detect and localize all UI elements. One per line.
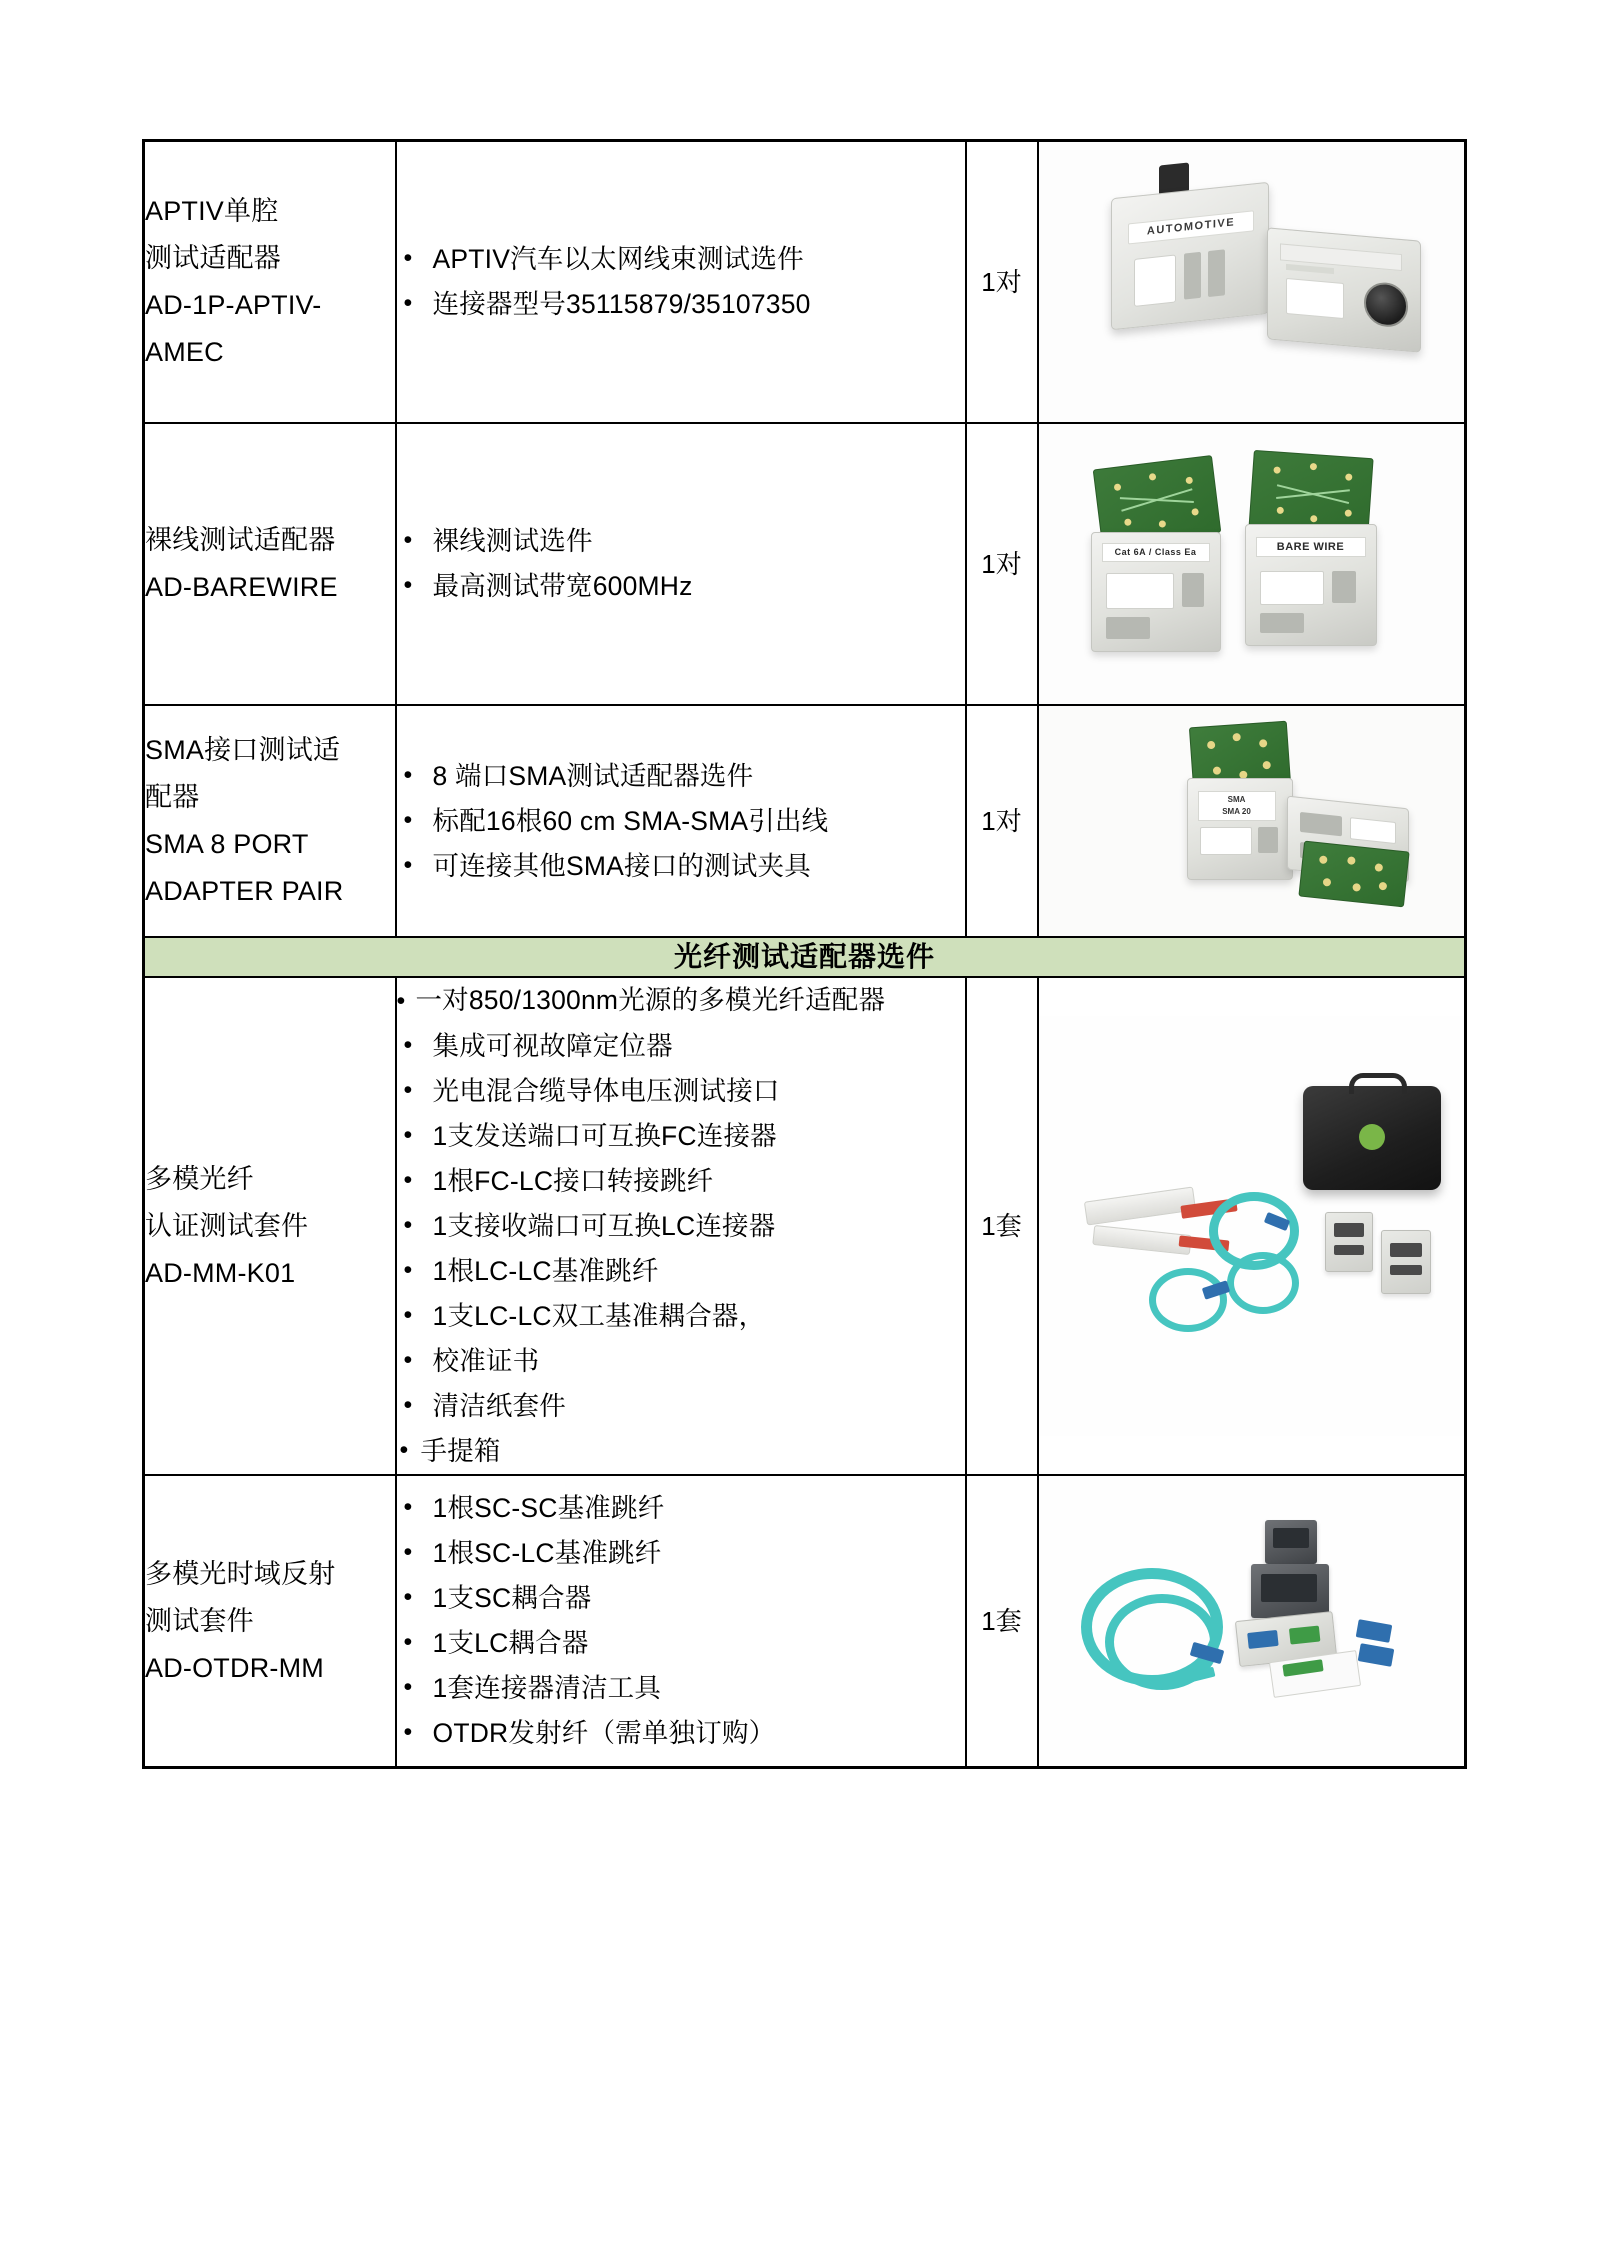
quantity-value: 1对 xyxy=(981,267,1022,297)
feature-item: • 1支接收端口可互换LC连接器 xyxy=(397,1204,965,1249)
quantity-cell-barewire xyxy=(966,423,1038,705)
feature-item: • 1套连接器清洁工具 xyxy=(397,1666,965,1711)
feature-item: • 一对850/1300nm光源的多模光纤适配器 xyxy=(397,978,965,1024)
product-photo-aptiv xyxy=(1039,142,1465,422)
product-photo-barewire xyxy=(1039,424,1465,704)
quantity-cell-sma xyxy=(966,705,1038,937)
product-image-cell-sma xyxy=(1038,705,1466,937)
feature-item: • 8 端口SMA测试适配器选件 xyxy=(397,754,965,799)
fiber-patch-cord-shape xyxy=(1227,1252,1299,1314)
sc-coupler-shape xyxy=(1355,1619,1392,1643)
dial-knob-shape xyxy=(1364,281,1408,329)
fiber-adapter-module-shape xyxy=(1381,1230,1431,1294)
feature-item: • 1根SC-SC基准跳纤 xyxy=(397,1486,965,1531)
feature-item: • 可连接其他SMA接口的测试夹具 xyxy=(397,844,965,889)
table-row xyxy=(144,423,1466,705)
feature-item: • 1根FC-LC接口转接跳纤 xyxy=(397,1159,965,1204)
case-handle-shape xyxy=(1349,1073,1407,1094)
feature-list xyxy=(397,519,965,609)
product-model-line: AD-1P-APTIV- xyxy=(145,290,322,320)
adapter-box-primary-shape xyxy=(1111,182,1269,331)
product-model-line: AMEC xyxy=(145,337,224,367)
section-header-cell xyxy=(144,937,1466,977)
port-slot-shape xyxy=(1184,252,1201,300)
vent-shape xyxy=(1286,278,1344,319)
otdr-module-shape xyxy=(1265,1520,1317,1564)
feature-item: • 1支LC耦合器 xyxy=(397,1621,965,1666)
product-name-line: 测试套件 xyxy=(145,1605,254,1636)
product-features-cell-barewire xyxy=(396,423,966,705)
table-row xyxy=(144,705,1466,937)
product-model-line: ADAPTER PAIR xyxy=(145,876,344,906)
product-name-line: 裸线测试适配器 xyxy=(145,525,336,555)
feature-item: • 最高测试带宽600MHz xyxy=(397,564,965,609)
product-model-line: AD-OTDR-MM xyxy=(145,1652,324,1683)
fiber-adapter-module-shape xyxy=(1325,1212,1373,1272)
product-features-cell-mm-k01 xyxy=(396,977,966,1475)
quantity-value: 1套 xyxy=(981,1211,1022,1241)
feature-item: • 1支LC-LC双工基准耦合器， xyxy=(397,1294,965,1339)
product-photo-otdr-mm xyxy=(1039,1476,1465,1766)
feature-item: • 1支SC耦合器 xyxy=(397,1576,965,1621)
product-name-line: 配器 xyxy=(145,782,200,812)
pcb-board-shape xyxy=(1298,841,1409,908)
product-image-cell-mm-k01 xyxy=(1038,977,1466,1475)
feature-item: • 集成可视故障定位器 xyxy=(397,1024,965,1069)
product-photo-mm-k01 xyxy=(1039,1016,1465,1436)
adapter-body-shape xyxy=(1091,532,1221,652)
product-name-line: 多模光时域反射 xyxy=(145,1558,336,1589)
cat6a-label: Cat 6A / Class Ea xyxy=(1102,543,1210,562)
adapter-options-table xyxy=(142,139,1467,1769)
automotive-label: AUTOMOTIVE xyxy=(1128,210,1254,244)
quantity-value: 1套 xyxy=(981,1606,1022,1636)
feature-list xyxy=(397,978,965,1474)
lc-coupler-shape xyxy=(1357,1643,1394,1667)
product-name-line: SMA接口测试适 xyxy=(145,735,341,765)
port-slot-shape xyxy=(1134,254,1176,306)
quantity-value: 1对 xyxy=(981,549,1022,579)
feature-list xyxy=(397,1486,965,1756)
product-features-cell-sma xyxy=(396,705,966,937)
product-model-line: AD-MM-K01 xyxy=(145,1257,296,1288)
table-row xyxy=(144,1475,1466,1768)
feature-list xyxy=(397,237,965,327)
carry-case-shape xyxy=(1303,1086,1441,1190)
feature-list xyxy=(397,754,965,889)
section-header-row xyxy=(144,937,1466,977)
product-image-cell-otdr-mm xyxy=(1038,1475,1466,1768)
product-features-cell-otdr-mm xyxy=(396,1475,966,1768)
quantity-value: 1对 xyxy=(981,806,1022,836)
fiber-patch-cord-shape xyxy=(1149,1268,1227,1332)
product-image-cell-aptiv xyxy=(1038,141,1466,424)
quantity-cell-mm-k01 xyxy=(966,977,1038,1475)
feature-item: • 光电混合缆导体电压测试接口 xyxy=(397,1069,965,1114)
adapter-body-shape xyxy=(1187,778,1293,880)
section-title: 光纤测试适配器选件 xyxy=(673,941,935,972)
product-model-line: AD-BAREWIRE xyxy=(145,572,338,602)
adapter-box-secondary-shape xyxy=(1267,227,1421,352)
case-logo-shape xyxy=(1359,1124,1385,1150)
product-model-line: SMA 8 PORT xyxy=(145,829,309,859)
product-name-cell-aptiv xyxy=(144,141,396,424)
feature-item: • 清洁纸套件 xyxy=(397,1384,965,1429)
sma-label: SMA SMA 20 xyxy=(1198,791,1276,821)
product-name-cell-sma xyxy=(144,705,396,937)
feature-item: • 1根LC-LC基准跳纤 xyxy=(397,1249,965,1294)
cleaning-pen-shape xyxy=(1083,1186,1195,1225)
barewire-label: BARE WIRE xyxy=(1256,537,1366,557)
feature-item: • 连接器型号35115879/35107350 xyxy=(397,282,965,327)
cleaning-pen-shape xyxy=(1092,1225,1192,1255)
feature-item: • 1支发送端口可互换FC连接器 xyxy=(397,1114,965,1159)
product-name-cell-barewire xyxy=(144,423,396,705)
adapter-body-shape xyxy=(1245,524,1377,646)
feature-item: • 校准证书 xyxy=(397,1339,965,1384)
feature-item: • 1根SC-LC基准跳纤 xyxy=(397,1531,965,1576)
product-features-cell-aptiv xyxy=(396,141,966,424)
product-image-cell-barewire xyxy=(1038,423,1466,705)
product-name-line: 测试适配器 xyxy=(145,243,281,273)
product-photo-sma xyxy=(1039,706,1465,936)
product-name-cell-mm-k01 xyxy=(144,977,396,1475)
quantity-cell-aptiv xyxy=(966,141,1038,424)
port-slot-shape xyxy=(1208,249,1225,297)
product-name-line: 认证测试套件 xyxy=(145,1210,309,1241)
product-name-cell-otdr-mm xyxy=(144,1475,396,1768)
led-strip-shape xyxy=(1286,264,1334,274)
otdr-body-shape xyxy=(1251,1564,1329,1618)
table-row xyxy=(144,141,1466,424)
product-name-line: 多模光纤 xyxy=(145,1163,254,1194)
feature-item: • OTDR发射纤（需单独订购） xyxy=(397,1711,965,1756)
spec-table-container xyxy=(142,139,1464,1769)
product-name-line: APTIV单腔 xyxy=(145,196,279,226)
quantity-cell-otdr-mm xyxy=(966,1475,1038,1768)
table-row xyxy=(144,977,1466,1475)
feature-item: • 裸线测试选件 xyxy=(397,519,965,564)
feature-item: • APTIV汽车以太网线束测试选件 xyxy=(397,237,965,282)
feature-item: • 手提箱 xyxy=(397,1429,965,1474)
feature-item: • 标配16根60 cm SMA-SMA引出线 xyxy=(397,799,965,844)
